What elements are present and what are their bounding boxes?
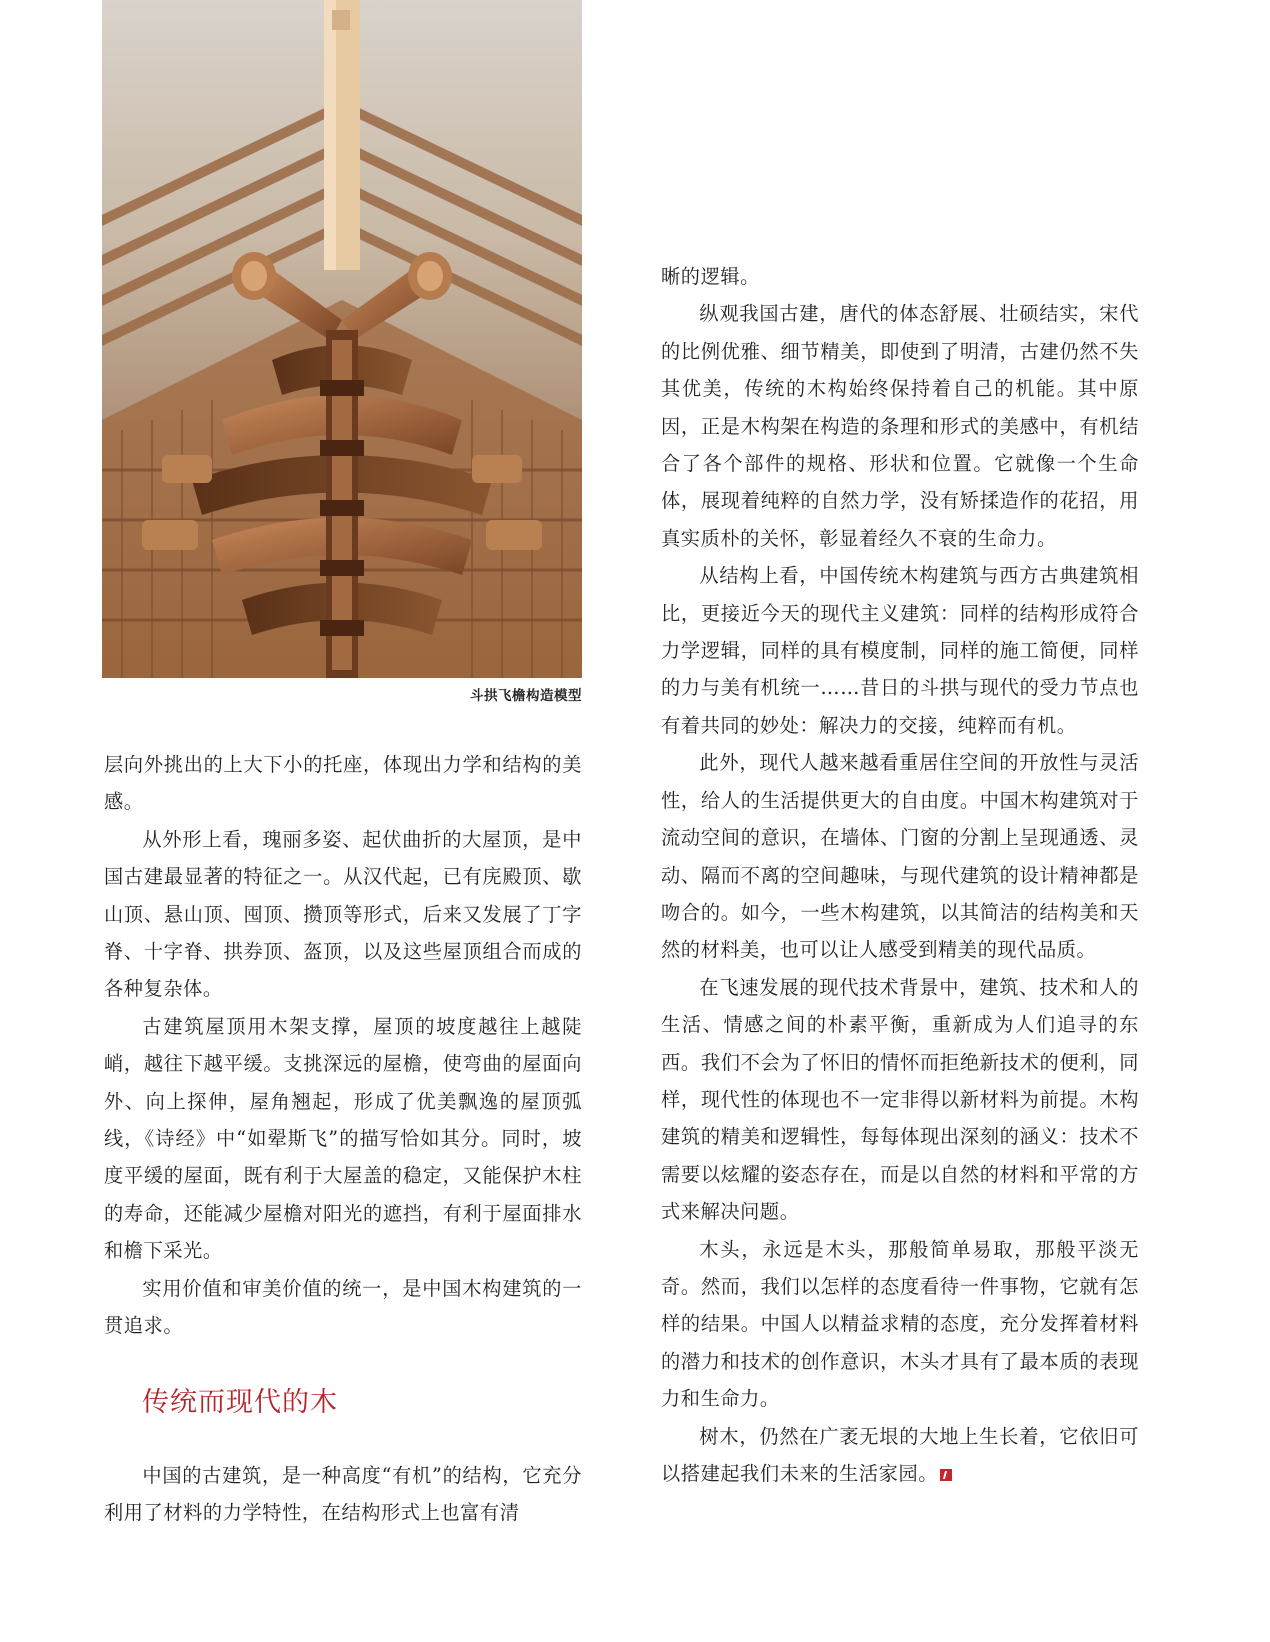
paragraph-last xyxy=(661,1418,1139,1493)
dougong-bracket-model-photo xyxy=(102,0,582,678)
paragraph: 中国的古建筑，是一种高度“有机”的结构，它充分利用了材料的力学特性，在结构形式上也富有清 xyxy=(104,1463,582,1524)
paragraph: 木头，永远是木头，那般简单易取，那般平淡无奇。然而，我们以怎样的态度看待一件事物，它就有怎样的结果。中国人以精益求精的态度，充分发挥着材料的潜力和技术的创作意识，木头才具有了最本质的表现力和生命力。 xyxy=(661,1237,1139,1411)
paragraph: 从结构上看，中国传统木构建筑与西方古典建筑相比，更接近今天的现代主义建筑：同样的结构形成符合力学逻辑，同样的具有模度制，同样的施工简便，同样的力与美有机统一……昔日的斗拱与现代的受力节点也有着共同的妙处：解决力的交接，纯粹而有机。 xyxy=(661,564,1139,737)
paragraph: 此外，现代人越来越看重居住空间的开放性与灵活性，给人的生活提供更大的自由度。中国木构建筑对于流动空间的意识，在墙体、门窗的分割上呈现通透、灵动、隔而不离的空间趣味，与现代建筑的设计精神都是吻合的。如今，一些木构建筑，以其简洁的结构美和天然的材料美，也可以让人感受到精美的现代品质。 xyxy=(661,751,1139,962)
paragraph-text: 树木，仍然在广袤无垠的大地上生长着，它依旧可以搭建起我们未来的生活家园。 xyxy=(661,1424,1139,1485)
paragraph: 层向外挑出的上大下小的托座，体现出力学和结构的美感。 xyxy=(104,753,582,814)
paragraph: 实用价值和审美价值的统一，是中国木构建筑的一贯追求。 xyxy=(104,1276,582,1338)
paragraph: 古建筑屋顶用木架支撑，屋顶的坡度越往上越陡峭，越往下越平缓。支挑深远的屋檐，使弯曲的屋面向外、向上探伸，屋角翘起，形成了优美飘逸的屋顶弧线，《诗经》中“如翚斯飞”的描写恰如其分。同时，坡度平缓的屋面，既有利于大屋盖的稳定，又能保护木柱的寿命，还能减少屋檐对阳光的遮挡，有利于屋面排水和檐下采光。 xyxy=(104,1014,582,1263)
paragraph: 纵观我国古建，唐代的体态舒展、壮硕结实，宋代的比例优雅、细节精美，即使到了明清，古建仍然不失其优美，传统的木构始终保持着自己的机能。其中原因，正是木构架在构造的条理和形式的美感中，有机结合了各个部件的规格、形状和位置。它就像一个生命体，展现着纯粹的自然力学，没有矫揉造作的花招，用真实质朴的关怀，彰显着经久不衰的生命力。 xyxy=(661,302,1139,550)
dougong-model-photo xyxy=(102,0,582,678)
paragraph: 从外形上看，瑰丽多姿、起伏曲折的大屋顶，是中国古建最显著的特征之一。从汉代起，已有庑殿顶、歇山顶、悬山顶、囤顶、攒顶等形式，后来又发展了丁字脊、十字脊、拱券顶、盔顶，以及这些屋顶组合而成的各种复杂体。 xyxy=(104,827,582,1001)
section-title: 传统而现代的木 xyxy=(142,1386,338,1418)
paragraph: 晰的逻辑。 xyxy=(661,265,760,288)
photo-caption: 斗拱飞檐构造模型 xyxy=(470,688,582,704)
left-column xyxy=(104,746,582,1531)
paragraph: 在飞速发展的现代技术背景中，建筑、技术和人的生活、情感之间的朴素平衡，重新成为人们追寻的东西。我们不会为了怀旧的情怀而拒绝新技术的便利，同样，现代性的体现也不一定非得以新材料为前提。木构建筑的精美和逻辑性，每每体现出深刻的涵义：技术不需要以炫耀的姿态存在，而是以自然的材料和平常的方式来解决问题。 xyxy=(661,975,1139,1224)
article-end-mark-icon xyxy=(940,1469,952,1481)
right-column xyxy=(661,258,1139,1492)
